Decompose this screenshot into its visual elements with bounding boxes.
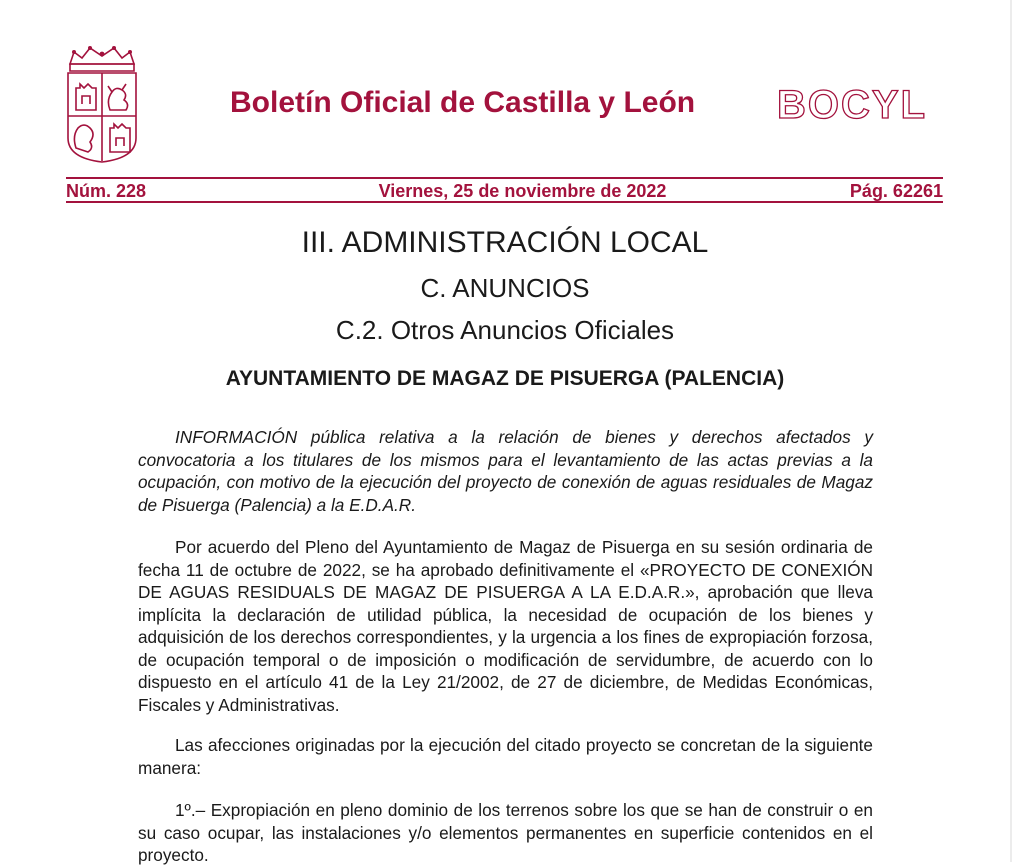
section-heading: III. ADMINISTRACIÓN LOCAL: [301, 226, 709, 259]
header-rule-bottom: [66, 201, 943, 203]
bulletin-title: Boletín Oficial de Castilla y León: [230, 86, 696, 119]
page-number: Pág. 62261: [849, 181, 943, 201]
issue-number: Núm. 228: [66, 181, 147, 201]
bulletin-acronym: BOCYL: [777, 83, 927, 127]
header-rule-top: [66, 177, 943, 179]
subchapter-heading: C.2. Otros Anuncios Oficiales: [335, 315, 675, 345]
body-paragraph: Las afecciones originadas por la ejecución del citado proyecto se concretan de la siguiente manera:: [138, 735, 873, 778]
issue-date: Viernes, 25 de noviembre de 2022: [378, 181, 667, 201]
summary-paragraph: INFORMACIÓN pública relativa a la relación de bienes y derechos afectados y convocatoria a los titulares de los mismos para el levantamiento de las actas previas a la ocupación, con motivo de la ejecución del proyecto de conexión de aguas residuales de Magaz de Pisuerga (Palencia) a la E.D.A.R.: [138, 427, 873, 515]
body-paragraph: 1º.– Expropiación en pleno dominio de los terrenos sobre los que se han de construir o en su caso ocupar, las instalaciones y/o elementos permanentes en superficie contenidos en el proyecto.: [138, 800, 873, 865]
entity-heading: AYUNTAMIENTO DE MAGAZ DE PISUERGA (PALENCIA): [225, 367, 785, 390]
body-paragraph: Por acuerdo del Pleno del Ayuntamiento de Magaz de Pisuerga en su sesión ordinaria de fecha 11 de octubre de 2022, se ha aprobado definitivamente el «PROYECTO DE CONEXIÓN DE AGUAS RESIDUALS DE MAGAZ DE PISUERGA A LA E.D.A.R.», aprobación que lleva implícita la declaración de utilidad pública, la necesidad de ocupación de los bienes y adquisición de los derechos correspondientes, y la urgencia a los fines de expropiación forzosa, de ocupación temporal o de imposición o modificación de servidumbre, de acuerdo con lo dispuesto en el artículo 41 de la Ley 21/2002, de 27 de diciembre, de Medidas Económicas, Fiscales y Administrativas.: [138, 537, 873, 715]
chapter-heading: C. ANUNCIOS: [420, 273, 590, 303]
coat-of-arms-icon: [64, 44, 140, 164]
